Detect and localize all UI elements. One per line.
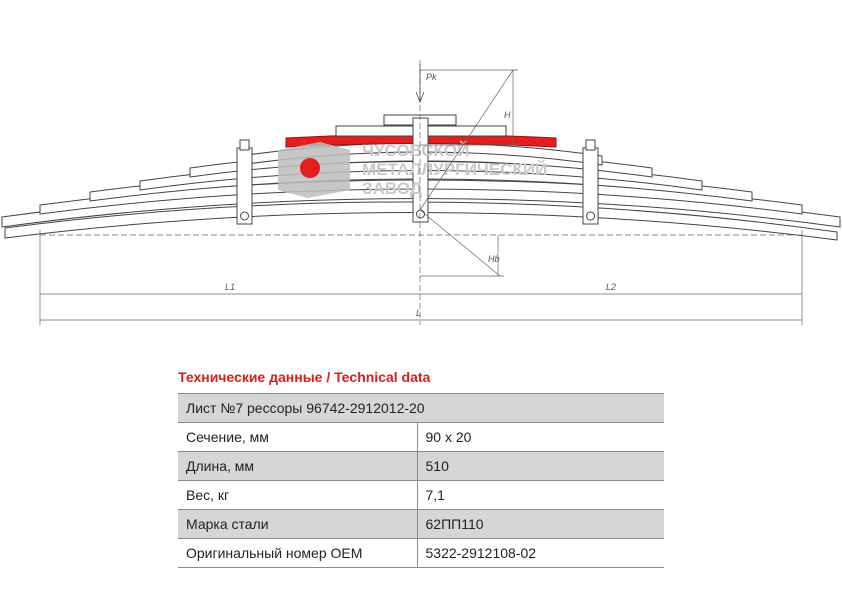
table-header-row xyxy=(178,394,664,423)
table-row xyxy=(178,481,664,510)
load-label: Pk xyxy=(426,72,437,82)
table-row xyxy=(178,423,664,452)
table-row xyxy=(178,539,664,568)
logo-line2: МЕТАЛЛУРГИЧЕСКИЙ xyxy=(362,160,548,179)
l-label: L xyxy=(416,308,422,318)
row-label: Оригинальный номер OEM xyxy=(178,539,417,568)
row-value: 90 x 20 xyxy=(417,423,664,452)
left-clamp-top xyxy=(240,140,249,150)
height-b-diagonal xyxy=(420,210,500,276)
table-header-cell: Лист №7 рессоры 96742-2912012-20 xyxy=(178,394,664,423)
logo-line1: ЧУСОВСКОЙ xyxy=(362,141,470,160)
logo-line3: ЗАВОД xyxy=(362,179,422,198)
tech-data-title: Технические данные / Technical data xyxy=(178,369,431,385)
row-value: 7,1 xyxy=(417,481,664,510)
row-label: Марка стали xyxy=(178,510,417,539)
right-clamp xyxy=(583,148,598,224)
left-clamp xyxy=(237,148,252,224)
table-row xyxy=(178,452,664,481)
row-value: 510 xyxy=(417,452,664,481)
right-clamp-top xyxy=(586,140,595,150)
row-value: 62ПП110 xyxy=(417,510,664,539)
l1-label: L1 xyxy=(225,282,236,292)
row-label: Длина, мм xyxy=(178,452,417,481)
tech-data-table xyxy=(178,393,664,568)
height-b-label: Hb xyxy=(488,254,500,264)
row-label: Вес, кг xyxy=(178,481,417,510)
height-label: H xyxy=(504,110,511,120)
row-value: 5322-2912108-02 xyxy=(417,539,664,568)
row-label: Сечение, мм xyxy=(178,423,417,452)
table-row xyxy=(178,510,664,539)
l2-label: L2 xyxy=(606,282,617,292)
